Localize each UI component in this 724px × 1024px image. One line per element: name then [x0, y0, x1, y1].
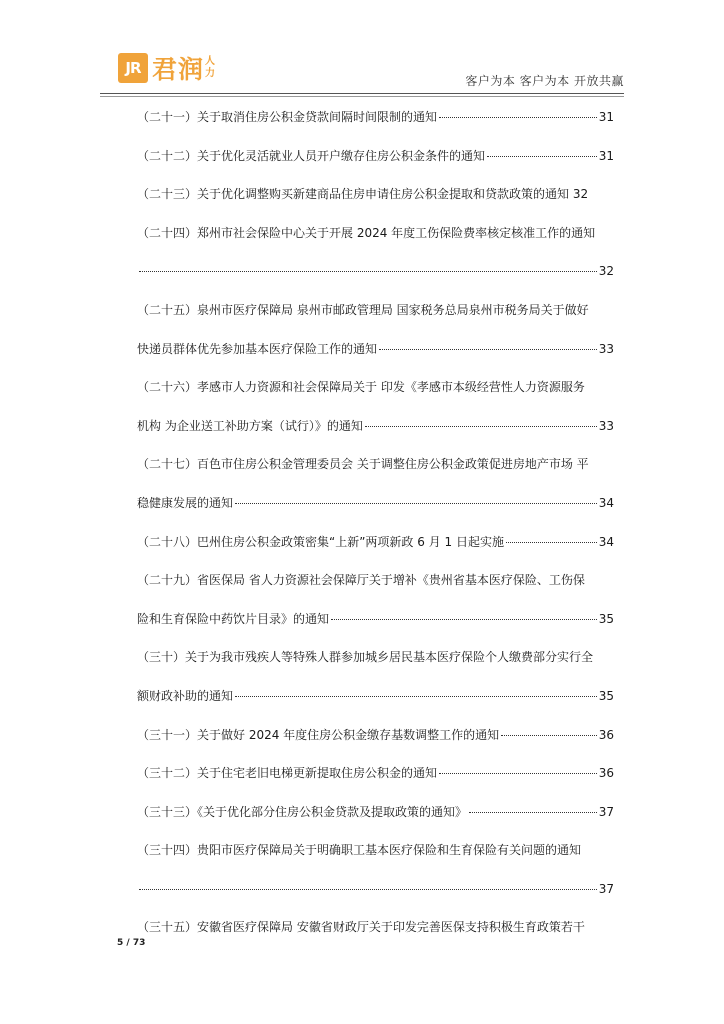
toc-page-number: 34 [598, 495, 614, 510]
toc-entry[interactable] [137, 175, 614, 214]
toc-leader-dots [235, 503, 597, 504]
toc-line [137, 214, 614, 253]
toc-entry[interactable] [137, 793, 614, 832]
toc-page-number: 35 [598, 611, 614, 626]
toc-entry-title: （二十九）省医保局 省人力资源社会保障厅关于增补《贵州省基本医疗保险、工伤保 [137, 573, 585, 588]
toc-line [137, 523, 614, 562]
toc-page-number: 31 [598, 148, 614, 163]
toc-page-number: 31 [598, 110, 614, 124]
toc-entry-title: （二十二）关于优化灵活就业人员开户缴存住房公积金条件的通知 [137, 148, 486, 163]
toc-leader-dots [501, 735, 597, 736]
toc-line [137, 754, 614, 793]
toc-entry[interactable] [137, 214, 614, 291]
toc-leader-dots [379, 349, 597, 350]
toc-entry-title: （三十五）安徽省医疗保障局 安徽省财政厅关于印发完善医保支持积极生育政策若干 [137, 920, 585, 935]
toc-entry-title: （二十一）关于取消住房公积金贷款间隔时间限制的通知 [137, 110, 438, 124]
toc-page-number: 32 [598, 264, 614, 279]
toc-entry[interactable] [137, 291, 614, 368]
toc-page-number: 36 [598, 727, 614, 742]
logo-text: 君润 [152, 55, 205, 84]
toc-entry[interactable] [137, 445, 614, 522]
logo-sub-1: 人 [205, 56, 216, 67]
toc-entry[interactable] [137, 754, 614, 793]
toc-entry-title: （三十三）《关于优化部分住房公积金贷款及提取政策的通知》 [137, 804, 468, 819]
toc-line [137, 98, 614, 137]
toc-entry-title: （二十六）孝感市人力资源和社会保障局关于 印发《孝感市本级经营性人力资源服务 [137, 380, 585, 395]
toc-entry[interactable] [137, 561, 614, 638]
toc-leader-dots [469, 812, 597, 813]
toc-entry-title: （三十四）贵阳市医疗保障局关于明确职工基本医疗保险和生育保险有关问题的通知 [137, 843, 582, 858]
toc-entry-title: （二十四）郑州市社会保险中心关于开展 2024 年度工伤保险费率核定核准工作的通知 [137, 225, 596, 240]
toc-entry-title: （三十二）关于住宅老旧电梯更新提取住房公积金的通知 [137, 766, 438, 781]
toc-line [137, 175, 614, 214]
page-indicator: 5 / 73 [117, 938, 146, 948]
toc-leader-dots [487, 156, 597, 157]
logo-subtext [205, 56, 215, 80]
toc-leader-dots [439, 773, 597, 774]
header-slogan: 客户为本 客户为本 开放共赢 [465, 74, 624, 88]
logo-sub-2: 力 [205, 68, 216, 79]
toc-line [137, 716, 614, 755]
toc-page-number: 37 [598, 881, 614, 896]
toc-entry-title: 机构 为企业送工补助方案（试行）》的通知 [137, 418, 363, 433]
toc-page-number: 36 [598, 766, 614, 781]
toc-line [137, 638, 614, 677]
toc-line [137, 407, 614, 446]
toc-line [137, 368, 614, 407]
toc-entry[interactable] [137, 137, 614, 176]
toc-leader-dots [139, 889, 597, 890]
toc-entry[interactable] [137, 638, 614, 715]
toc-page-number: 34 [598, 534, 614, 549]
toc-line [137, 908, 614, 947]
toc-leader-dots [506, 542, 597, 543]
header-divider [100, 93, 624, 94]
toc-line [137, 561, 614, 600]
company-logo [118, 51, 215, 85]
toc-entry-title: 稳健康发展的通知 [137, 495, 234, 510]
toc-line [137, 445, 614, 484]
toc-page-number: 35 [598, 688, 614, 703]
toc-entry-title: （三十一）关于做好 2024 年度住房公积金缴存基数调整工作的通知 [137, 727, 500, 742]
toc-leader-dots [331, 619, 597, 620]
toc-leader-dots [439, 117, 597, 118]
toc-entry-title: （二十八）巴州住房公积金政策密集“上新”两项新政 6 月 1 日起实施 [137, 534, 504, 549]
toc-entry[interactable] [137, 908, 614, 947]
toc-line [137, 870, 614, 909]
toc-line [137, 291, 614, 330]
header-divider-thin [100, 96, 624, 97]
toc-line [137, 484, 614, 523]
toc-entry-title: 快递员群体优先参加基本医疗保险工作的通知 [137, 341, 378, 356]
toc-line [137, 600, 614, 639]
logo-mark: JR [118, 53, 148, 83]
toc-page-number: 37 [598, 804, 614, 819]
toc-entry[interactable] [137, 831, 614, 908]
toc-entry[interactable] [137, 523, 614, 562]
toc-entry[interactable] [137, 716, 614, 755]
toc-line [137, 677, 614, 716]
toc-entry[interactable] [137, 368, 614, 445]
toc-line [137, 252, 614, 291]
toc-line [137, 330, 614, 369]
toc-entry-title: （三十）关于为我市残疾人等特殊人群参加城乡居民基本医疗保险个人缴费部分实行全 [137, 650, 594, 665]
toc-line [137, 831, 614, 870]
toc-page-number: 33 [598, 418, 614, 433]
toc-entry-title: （二十五）泉州市医疗保障局 泉州市邮政管理局 国家税务总局泉州市税务局关于做好 [137, 302, 589, 317]
toc-entry-title: 险和生育保险中药饮片目录》的通知 [137, 611, 330, 626]
toc-leader-dots [235, 696, 597, 697]
toc-entry[interactable] [137, 98, 614, 137]
page-header [0, 0, 724, 100]
toc-line [137, 137, 614, 176]
toc-line [137, 793, 614, 832]
toc-entry-title: 额财政补助的通知 [137, 688, 234, 703]
toc-entry-title: （二十三）关于优化调整购买新建商品住房申请住房公积金提取和贷款政策的通知 32 [137, 187, 589, 202]
table-of-contents [137, 98, 614, 947]
toc-leader-dots [365, 426, 597, 427]
toc-leader-dots [139, 271, 597, 272]
toc-page-number: 33 [598, 341, 614, 356]
toc-entry-title: （二十七）百色市住房公积金管理委员会 关于调整住房公积金政策促进房地产市场 平 [137, 457, 589, 472]
